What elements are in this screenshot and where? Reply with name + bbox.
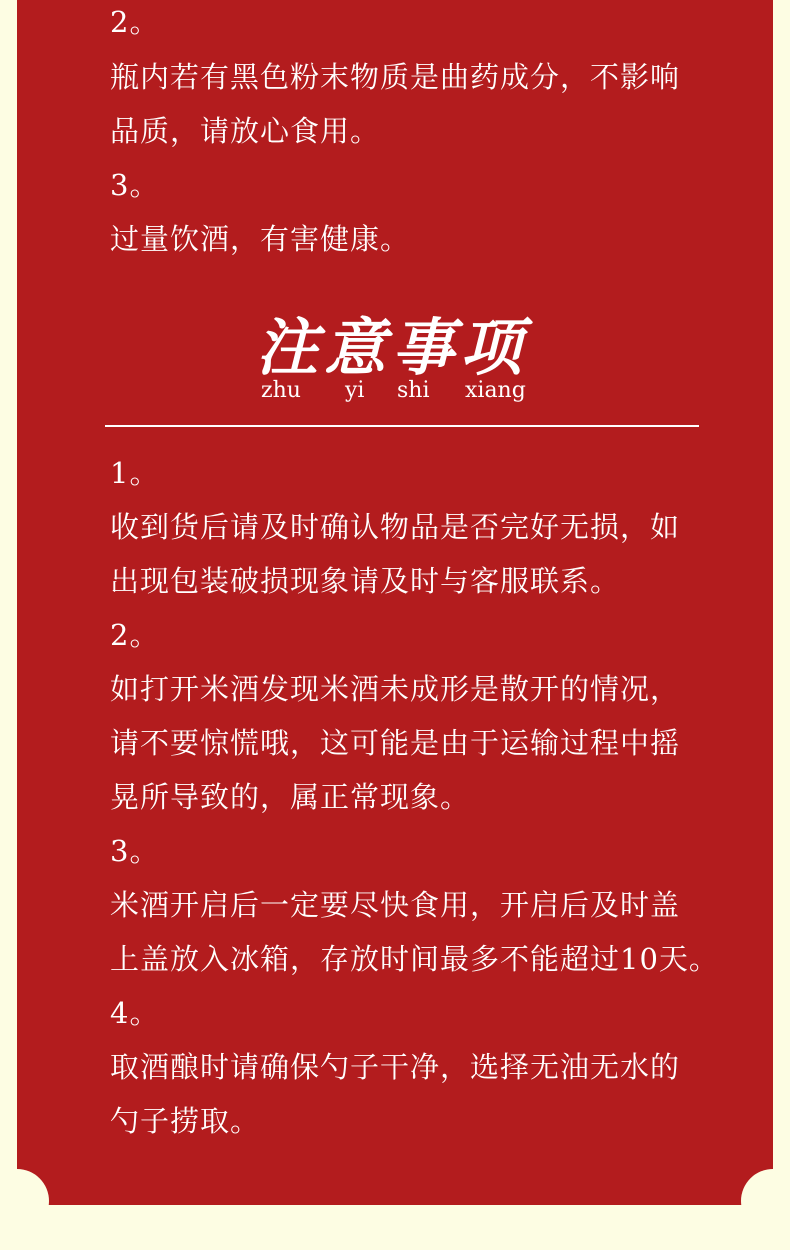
notice-item-text: 收到货后请及时确认物品是否完好无损，如 bbox=[110, 510, 681, 544]
content-panel bbox=[17, 0, 773, 1205]
notice-item-text: 出现包装破损现象请及时与客服联系。 bbox=[110, 564, 621, 598]
notice-item-number-2: 2。 bbox=[110, 618, 160, 652]
pinyin-shi: shi bbox=[397, 378, 430, 403]
top-item-text: 品质，请放心食用。 bbox=[110, 114, 381, 148]
notice-item-number-3: 3。 bbox=[110, 834, 160, 868]
notice-item-text: 米酒开启后一定要尽快食用，开启后及时盖 bbox=[110, 888, 681, 922]
notice-item-text: 取酒酿时请确保勺子干净，选择无油无水的 bbox=[110, 1050, 681, 1084]
top-item-text: 瓶内若有黑色粉末物质是曲药成分，不影响 bbox=[110, 60, 681, 94]
notice-item-text: 请不要惊慌哦，这可能是由于运输过程中摇 bbox=[110, 726, 681, 760]
notice-title: 注意事项 bbox=[255, 311, 528, 384]
notice-item-number-1: 1。 bbox=[110, 456, 160, 490]
pinyin-xiang: xiang bbox=[465, 378, 526, 403]
decorative-notch-left bbox=[0, 1169, 49, 1233]
notice-item-text: 晃所导致的，属正常现象。 bbox=[110, 780, 471, 814]
notice-item-text: 如打开米酒发现米酒未成形是散开的情况， bbox=[110, 672, 681, 706]
top-item-number-3: 3。 bbox=[110, 168, 160, 202]
top-item-number-2: 2。 bbox=[110, 5, 160, 39]
title-divider bbox=[105, 425, 699, 427]
notice-item-number-4: 4。 bbox=[110, 996, 160, 1030]
top-item-text: 过量饮酒，有害健康。 bbox=[110, 222, 411, 256]
pinyin-zhu: zhu bbox=[261, 378, 301, 403]
notice-item-text: 勺子捞取。 bbox=[110, 1104, 261, 1138]
decorative-notch-right bbox=[741, 1169, 790, 1233]
pinyin-yi: yi bbox=[345, 378, 365, 403]
notice-item-text: 上盖放入冰箱，存放时间最多不能超过10天。 bbox=[110, 942, 719, 976]
